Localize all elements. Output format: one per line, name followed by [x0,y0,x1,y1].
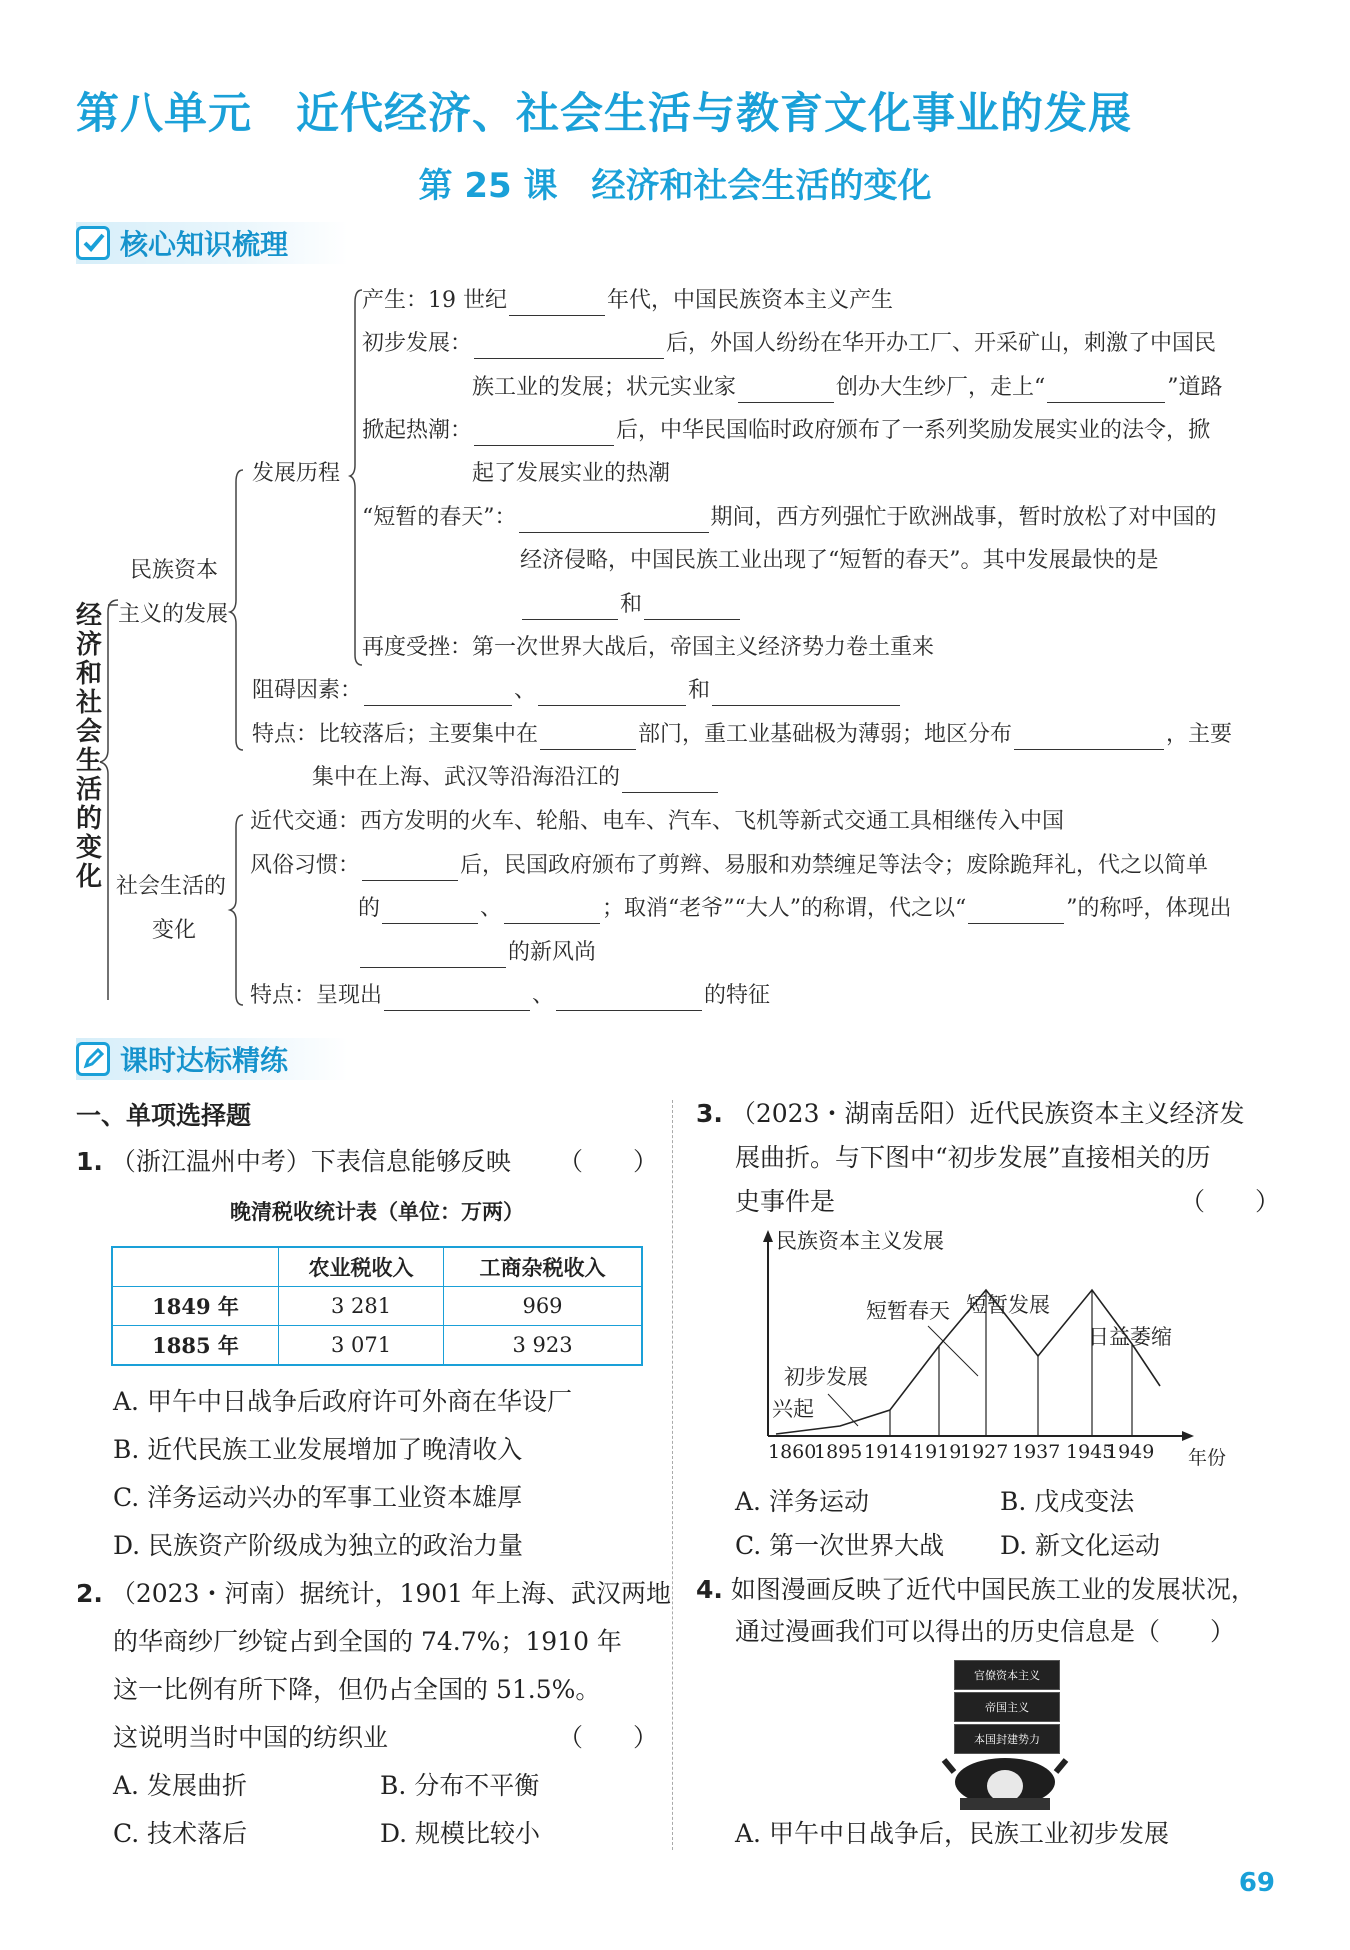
q3-option-b[interactable]: B. 戊戌变法 [1000,1487,1135,1516]
x-tick-label: 1927 [960,1441,1009,1463]
table-header [112,1247,279,1287]
q2-stem-4: 这说明当时中国的纺织业 [113,1723,389,1752]
node-features: 特点：比较落后；主要集中在 部门，重工业基础极为薄弱；地区分布 ，主要 [252,720,1232,750]
section-title: 核心知识梳理 [120,228,289,261]
node-transport: 近代交通：西方发明的火车、轮船、电车、汽车、飞机等新式交通工具相继传入中国 [250,809,1065,834]
cartoon-box: 本国封建势力 [954,1724,1060,1754]
table-cell: 3 071 [279,1326,444,1366]
chart-annotation: 短暂发展 [966,1293,1050,1317]
chart-annotation: 短暂春天 [866,1299,950,1323]
table-header: 农业税收入 [279,1247,444,1287]
table-header: 工商杂税收入 [444,1247,643,1287]
table-row [112,1287,642,1326]
q2-stem-2: 的华商纱厂纱锭占到全国的 74.7%；1910 年 [113,1627,622,1656]
node-customs: 风俗习惯： 后，民国政府颁布了剪辫、易服和劝禁缠足等法令；废除跪拜礼，代之以简单 [250,851,1208,881]
chart-annotation: 兴起 [772,1397,814,1421]
node-short-spring-3: 和 [520,590,742,620]
node-boom: 掀起热潮： 后，中华民国临时政府颁布了一系列奖励发展实业的法令，掀 [362,416,1210,446]
node-origin: 产生：19 世纪 年代，中国民族资本主义产生 [362,286,893,316]
table-cell: 3 281 [279,1287,444,1326]
q3-stem-1: 3. （2023・湖南岳阳）近代民族资本主义经济发 [696,1099,1245,1128]
x-tick-label: 1914 [864,1441,913,1463]
q1-option-b[interactable]: B. 近代民族工业发展增加了晚清收入 [113,1435,523,1464]
q3-option-a[interactable]: A. 洋务运动 [735,1487,869,1516]
table-header-row [112,1247,642,1287]
cartoon-figure [940,1752,1070,1812]
pencil-icon [76,1042,110,1076]
x-tick-label: 1937 [1012,1441,1061,1463]
node-short-spring: “短暂的春天”： 期间，西方列强忙于欧洲战事，暂时放松了对中国的 [362,503,1217,533]
q3-answer-paren: （ ） [1180,1187,1281,1216]
node-initial-development: 初步发展： 后，外国人纷纷在华开办工厂、开采矿山，刺激了中国民 [362,329,1216,359]
node-boom-2: 起了发展实业的热潮 [472,461,671,486]
node-features-2: 集中在上海、武汉等沿海沿江的 [312,763,720,793]
table-cell: 3 923 [444,1326,643,1366]
node-customs-2: 的 、 ；取消“老爷”“大人”的称谓，代之以“ ”的称呼，体现出 [358,894,1232,924]
node-development-history: 发展历程 [252,461,341,486]
table-cell: 969 [444,1287,643,1326]
branch-social-life-l1: 社会生活的 [116,874,227,899]
branch-national-capitalism-l2: 主义的发展 [118,602,229,627]
section-practice [76,1038,348,1080]
q3-development-chart [748,1226,1268,1466]
branch-national-capitalism-l1: 民族资本 [130,558,219,583]
q4-option-a[interactable]: A. 甲午中日战争后，民族工业初步发展 [735,1819,1169,1848]
annotation-pointer [828,1394,858,1426]
q3-stem-2: 展曲折。与下图中“初步发展”直接相关的历 [735,1143,1211,1172]
q2-answer-paren: （ ） [558,1723,659,1752]
q1-option-c[interactable]: C. 洋务运动兴办的军事工业资本雄厚 [113,1483,523,1512]
x-axis-label: 年份 [1188,1447,1227,1466]
q4-cartoon [940,1660,1070,1808]
q4-stem-2: 通过漫画我们可以得出的历史信息是（ ） [735,1617,1236,1646]
column-divider [672,1100,673,1850]
x-tick-label: 1860 [768,1441,817,1463]
q3-option-c[interactable]: C. 第一次世界大战 [735,1531,945,1560]
q2-option-b[interactable]: B. 分布不平衡 [380,1771,540,1800]
q1-option-a[interactable]: A. 甲午中日战争后政府许可外商在华设厂 [113,1387,572,1416]
x-tick-label: 1945 [1066,1441,1115,1463]
x-axis-arrow [1182,1431,1194,1441]
table-cell: 1849 年 [112,1287,279,1326]
y-axis-arrow [763,1230,773,1242]
cartoon-box: 帝国主义 [954,1692,1060,1722]
page-number: 69 [1238,1868,1275,1898]
x-tick-label: 1949 [1106,1441,1155,1463]
q2-option-d[interactable]: D. 规模比较小 [380,1819,541,1848]
section-title: 课时达标精练 [120,1044,289,1077]
chart-annotation: 初步发展 [784,1365,868,1389]
table-row [112,1326,642,1366]
node-setback: 再度受挫：第一次世界大战后，帝国主义经济势力卷土重来 [362,635,935,660]
part-title: 一、单项选择题 [76,1101,252,1130]
cartoon-box: 官僚资本主义 [954,1660,1060,1690]
q3-option-d[interactable]: D. 新文化运动 [1000,1531,1161,1560]
q2-option-c[interactable]: C. 技术落后 [113,1819,248,1848]
q1-tax-table [111,1246,643,1366]
q2-option-a[interactable]: A. 发展曲折 [113,1771,247,1800]
node-social-features: 特点：呈现出 、 的特征 [250,981,770,1011]
node-customs-3: 的新风尚 [358,938,596,968]
chart-annotation: 日益萎缩 [1088,1325,1172,1349]
branch-social-life-l2: 变化 [152,918,197,943]
y-axis-label: 民族资本主义发展 [776,1229,944,1253]
node-short-spring-2: 经济侵略，中国民族工业出现了“短暂的春天”。其中发展最快的是 [520,548,1159,573]
x-tick-label: 1919 [913,1441,962,1463]
x-tick-label: 1895 [814,1441,863,1463]
q4-stem-1: 4. 如图漫画反映了近代中国民族工业的发展状况， [696,1575,1256,1604]
q1-answer-paren: （ ） [558,1147,659,1176]
q1-table-caption: 晚清税收统计表（单位：万两） [230,1200,524,1224]
q2-stem-1: 2. （2023・河南）据统计，1901 年上海、武汉两地 [76,1579,672,1608]
q3-stem-3: 史事件是 [735,1187,836,1216]
table-cell: 1885 年 [112,1326,279,1366]
q1-option-d[interactable]: D. 民族资产阶级成为独立的政治力量 [113,1531,524,1560]
lesson-title: 第 25 课 经济和社会生活的变化 [418,166,932,206]
unit-title: 第八单元 近代经济、社会生活与教育文化事业的发展 [76,89,1132,139]
q2-stem-3: 这一比例有所下降，但仍占全国的 51.5%。 [113,1675,601,1704]
mindmap-root: 经济和社会生活的变化 [76,601,103,892]
node-initial-development-2: 族工业的发展；状元实业家 创办大生纱厂，走上“ ”道路 [472,373,1223,403]
q1-stem: 1. （浙江温州中考）下表信息能够反映 [76,1147,511,1176]
node-obstacles: 阻碍因素： 、 和 [252,676,902,706]
